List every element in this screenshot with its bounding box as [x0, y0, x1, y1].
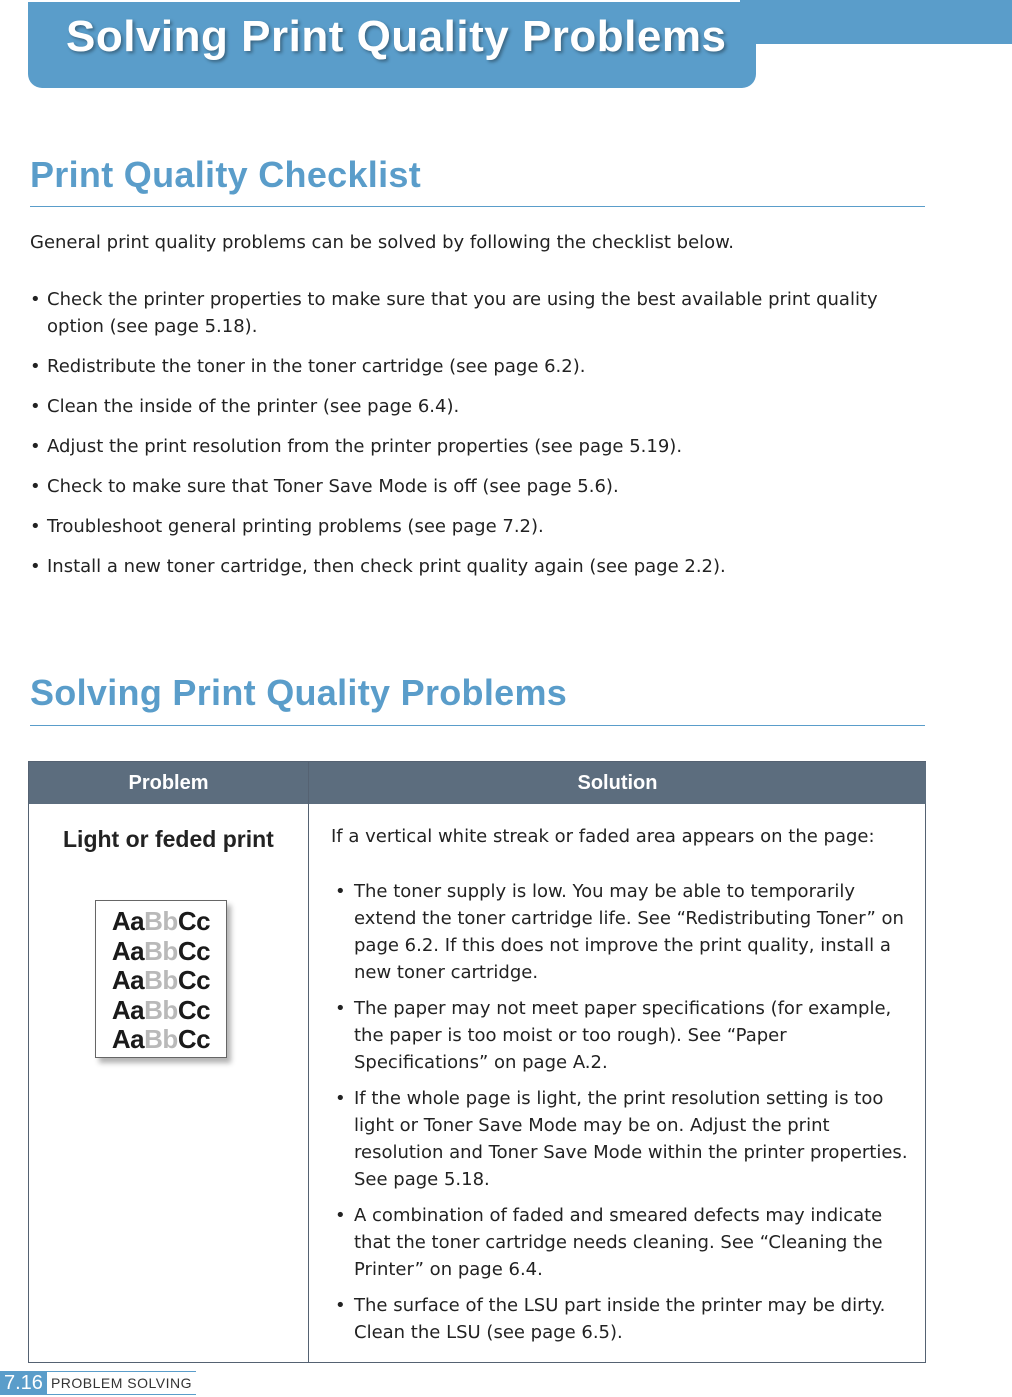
checklist-item: • Clean the inside of the printer (see page 6.4).: [30, 393, 920, 420]
checklist: [30, 286, 920, 593]
solution-item: • The paper may not meet paper specifications (for example, the paper is too moist or too rough). See “Paper Specifications” on page A.2.: [335, 995, 923, 1076]
sample-line: AaBbCc: [111, 994, 211, 1025]
checklist-item: • Check to make sure that Toner Save Mode is off (see page 5.6).: [30, 473, 920, 500]
checklist-intro: General print quality problems can be solved by following the checklist below.: [30, 232, 734, 253]
page-number: 7.16: [0, 1371, 47, 1395]
solution-item: • If the whole page is light, the print resolution setting is too light or Toner Save Mode may be on. Adjust the print resolution and Toner Save Mode within the printer properties. See page 5.18.: [335, 1085, 923, 1193]
problems-divider: [30, 725, 925, 726]
problems-section-title: Solving Print Quality Problems: [30, 672, 568, 713]
problem-name: Light or feded print: [63, 826, 274, 852]
column-divider: [308, 762, 309, 1362]
checklist-item: • Adjust the print resolution from the printer properties (see page 5.19).: [30, 433, 920, 460]
checklist-title: Print Quality Checklist: [30, 154, 421, 195]
checklist-item: • Redistribute the toner in the toner cartridge (see page 6.2).: [30, 353, 920, 380]
header-bar: [740, 0, 1012, 44]
solution-item: • The surface of the LSU part inside the printer may be dirty. Clean the LSU (see page 6.5).: [335, 1292, 923, 1346]
solution-item: • The toner supply is low. You may be able to temporarily extend the toner cartridge life. See “Redistributing Toner” on page 6.2. If this does not improve the print quality, install a new toner cartridge.: [335, 878, 923, 986]
problem-solution-table: [28, 761, 926, 1363]
problem-column-header: Problem: [29, 762, 308, 804]
solution-list: [335, 878, 923, 1355]
sample-line: AaBbCc: [111, 1024, 211, 1054]
footer-section-label: PROBLEM SOLVING: [47, 1371, 196, 1395]
sample-line: AaBbCc: [111, 965, 211, 995]
solution-column-header: Solution: [309, 762, 926, 804]
checklist-item: • Check the printer properties to make sure that you are using the best available print quality option (see page 5.18).: [30, 286, 920, 340]
checklist-item: • Troubleshoot general printing problems (see page 7.2).: [30, 513, 920, 540]
sample-line: AaBbCc: [111, 935, 211, 966]
sample-line: AaBbCc: [111, 906, 211, 936]
solution-item: • A combination of faded and smeared defects may indicate that the toner cartridge needs cleaning. See “Cleaning the Printer” on page 6.4.: [335, 1202, 923, 1283]
checklist-item: • Install a new toner cartridge, then check print quality again (see page 2.2).: [30, 553, 920, 580]
faded-print-sample: [95, 900, 227, 1058]
checklist-divider: [30, 206, 925, 207]
page-title: Solving Print Quality Problems: [66, 12, 727, 61]
solution-intro: If a vertical white streak or faded area appears on the page:: [331, 826, 875, 847]
header-banner: [28, 2, 756, 88]
page-footer: [0, 1371, 196, 1395]
